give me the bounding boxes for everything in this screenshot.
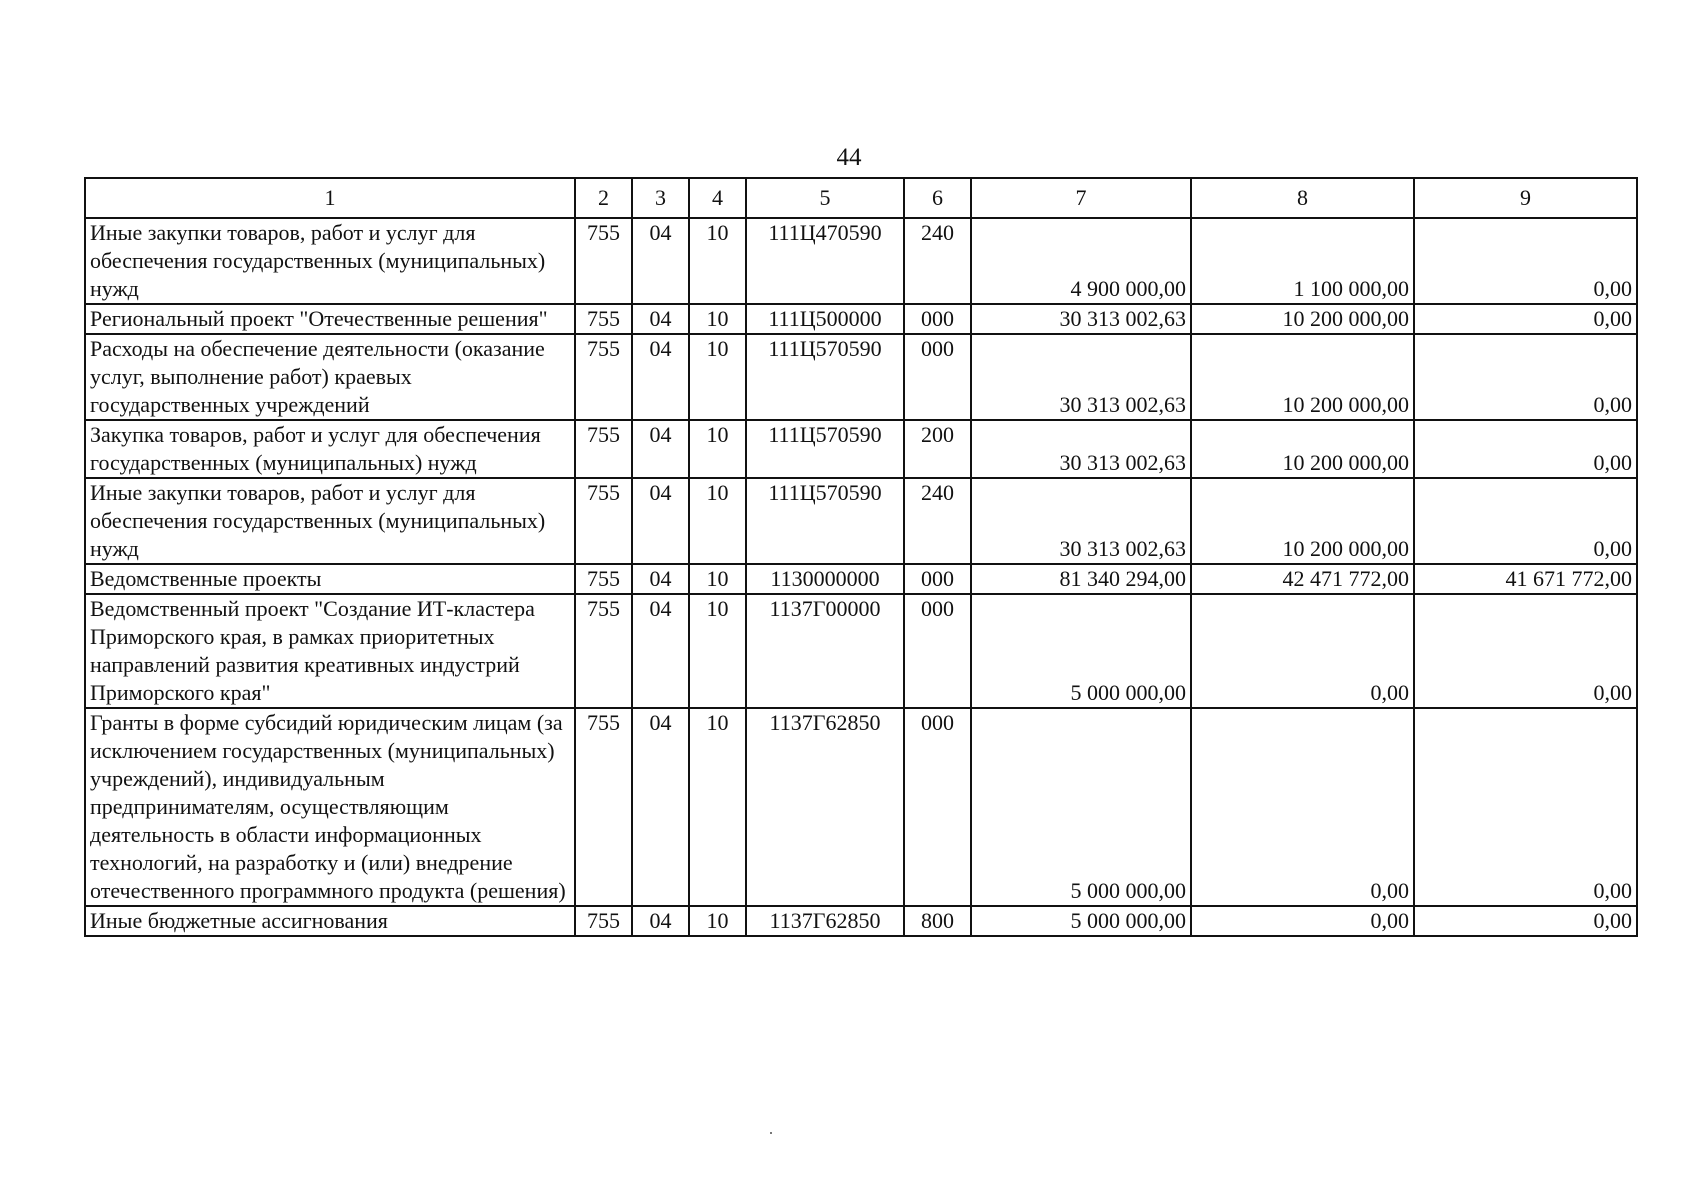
row-target-code: 1137Г62850 bbox=[746, 708, 904, 906]
row-target-code: 1130000000 bbox=[746, 564, 904, 594]
row-name: Ведомственный проект "Создание ИТ-кластера Приморского края, в рамках приоритетных направлений развития креативных индустрий Приморского края" bbox=[85, 594, 575, 708]
table-row bbox=[85, 594, 1637, 708]
row-amount-col7: 5 000 000,00 bbox=[971, 594, 1191, 708]
row-ministry-code: 755 bbox=[575, 218, 632, 304]
table-row bbox=[85, 708, 1637, 906]
row-target-code: 111Ц500000 bbox=[746, 304, 904, 334]
row-name: Иные закупки товаров, работ и услуг для обеспечения государственных (муниципальных) нужд bbox=[85, 478, 575, 564]
row-amount-col8: 10 200 000,00 bbox=[1191, 304, 1414, 334]
row-amount-col9: 0,00 bbox=[1414, 334, 1637, 420]
row-subsection-code: 10 bbox=[689, 564, 746, 594]
row-name: Иные закупки товаров, работ и услуг для обеспечения государственных (муниципальных) нужд bbox=[85, 218, 575, 304]
row-amount-col8: 10 200 000,00 bbox=[1191, 420, 1414, 478]
row-section-code: 04 bbox=[632, 906, 689, 936]
header-cell: 5 bbox=[746, 178, 904, 218]
row-amount-col7: 30 313 002,63 bbox=[971, 420, 1191, 478]
row-expense-type: 240 bbox=[904, 218, 971, 304]
row-ministry-code: 755 bbox=[575, 906, 632, 936]
row-amount-col8: 1 100 000,00 bbox=[1191, 218, 1414, 304]
row-amount-col9: 0,00 bbox=[1414, 594, 1637, 708]
table-row bbox=[85, 906, 1637, 936]
row-target-code: 111Ц570590 bbox=[746, 334, 904, 420]
row-amount-col9: 0,00 bbox=[1414, 478, 1637, 564]
row-section-code: 04 bbox=[632, 478, 689, 564]
row-ministry-code: 755 bbox=[575, 420, 632, 478]
row-amount-col8: 0,00 bbox=[1191, 708, 1414, 906]
row-subsection-code: 10 bbox=[689, 420, 746, 478]
header-cell: 3 bbox=[632, 178, 689, 218]
row-section-code: 04 bbox=[632, 218, 689, 304]
row-ministry-code: 755 bbox=[575, 478, 632, 564]
table-row bbox=[85, 334, 1637, 420]
row-ministry-code: 755 bbox=[575, 708, 632, 906]
row-amount-col8: 42 471 772,00 bbox=[1191, 564, 1414, 594]
row-ministry-code: 755 bbox=[575, 594, 632, 708]
row-subsection-code: 10 bbox=[689, 218, 746, 304]
row-amount-col9: 0,00 bbox=[1414, 218, 1637, 304]
row-amount-col7: 30 313 002,63 bbox=[971, 334, 1191, 420]
row-section-code: 04 bbox=[632, 304, 689, 334]
table-row bbox=[85, 420, 1637, 478]
header-cell: 8 bbox=[1191, 178, 1414, 218]
row-subsection-code: 10 bbox=[689, 334, 746, 420]
row-target-code: 1137Г62850 bbox=[746, 906, 904, 936]
table-row bbox=[85, 478, 1637, 564]
row-section-code: 04 bbox=[632, 420, 689, 478]
row-amount-col7: 5 000 000,00 bbox=[971, 708, 1191, 906]
row-expense-type: 000 bbox=[904, 334, 971, 420]
row-subsection-code: 10 bbox=[689, 594, 746, 708]
row-target-code: 111Ц470590 bbox=[746, 218, 904, 304]
row-section-code: 04 bbox=[632, 334, 689, 420]
header-cell: 1 bbox=[85, 178, 575, 218]
scan-speck bbox=[770, 1132, 772, 1134]
row-name: Региональный проект "Отечественные решения" bbox=[85, 304, 575, 334]
table-row bbox=[85, 304, 1637, 334]
row-expense-type: 000 bbox=[904, 564, 971, 594]
row-ministry-code: 755 bbox=[575, 334, 632, 420]
row-section-code: 04 bbox=[632, 708, 689, 906]
row-amount-col7: 30 313 002,63 bbox=[971, 478, 1191, 564]
row-amount-col9: 41 671 772,00 bbox=[1414, 564, 1637, 594]
table-row bbox=[85, 564, 1637, 594]
row-expense-type: 000 bbox=[904, 708, 971, 906]
row-target-code: 1137Г00000 bbox=[746, 594, 904, 708]
header-cell: 4 bbox=[689, 178, 746, 218]
row-name: Закупка товаров, работ и услуг для обеспечения государственных (муниципальных) нужд bbox=[85, 420, 575, 478]
row-name: Ведомственные проекты bbox=[85, 564, 575, 594]
row-amount-col9: 0,00 bbox=[1414, 304, 1637, 334]
row-subsection-code: 10 bbox=[689, 906, 746, 936]
row-subsection-code: 10 bbox=[689, 304, 746, 334]
row-amount-col8: 0,00 bbox=[1191, 594, 1414, 708]
row-amount-col7: 4 900 000,00 bbox=[971, 218, 1191, 304]
row-amount-col9: 0,00 bbox=[1414, 420, 1637, 478]
header-row bbox=[85, 178, 1637, 218]
row-ministry-code: 755 bbox=[575, 304, 632, 334]
row-amount-col7: 5 000 000,00 bbox=[971, 906, 1191, 936]
header-cell: 6 bbox=[904, 178, 971, 218]
row-amount-col7: 30 313 002,63 bbox=[971, 304, 1191, 334]
row-amount-col7: 81 340 294,00 bbox=[971, 564, 1191, 594]
row-section-code: 04 bbox=[632, 564, 689, 594]
row-expense-type: 800 bbox=[904, 906, 971, 936]
budget-table bbox=[84, 177, 1638, 937]
row-amount-col8: 10 200 000,00 bbox=[1191, 334, 1414, 420]
row-section-code: 04 bbox=[632, 594, 689, 708]
row-subsection-code: 10 bbox=[689, 708, 746, 906]
row-amount-col9: 0,00 bbox=[1414, 708, 1637, 906]
header-cell: 7 bbox=[971, 178, 1191, 218]
row-expense-type: 240 bbox=[904, 478, 971, 564]
row-name: Гранты в форме субсидий юридическим лицам (за исключением государственных (муниципальных) учреждений), индивидуальным предпринимателям, осуществляющим деятельность в области информационных технологий, на разработку и (или) внедрение отечественного программного продукта (решения) bbox=[85, 708, 575, 906]
row-expense-type: 000 bbox=[904, 594, 971, 708]
row-name: Расходы на обеспечение деятельности (оказание услуг, выполнение работ) краевых государственных учреждений bbox=[85, 334, 575, 420]
row-expense-type: 000 bbox=[904, 304, 971, 334]
row-subsection-code: 10 bbox=[689, 478, 746, 564]
header-cell: 2 bbox=[575, 178, 632, 218]
row-target-code: 111Ц570590 bbox=[746, 420, 904, 478]
row-amount-col9: 0,00 bbox=[1414, 906, 1637, 936]
page-number: 44 bbox=[836, 144, 862, 171]
row-target-code: 111Ц570590 bbox=[746, 478, 904, 564]
header-cell: 9 bbox=[1414, 178, 1637, 218]
row-expense-type: 200 bbox=[904, 420, 971, 478]
row-name: Иные бюджетные ассигнования bbox=[85, 906, 575, 936]
row-amount-col8: 10 200 000,00 bbox=[1191, 478, 1414, 564]
row-amount-col8: 0,00 bbox=[1191, 906, 1414, 936]
table-row bbox=[85, 218, 1637, 304]
row-ministry-code: 755 bbox=[575, 564, 632, 594]
